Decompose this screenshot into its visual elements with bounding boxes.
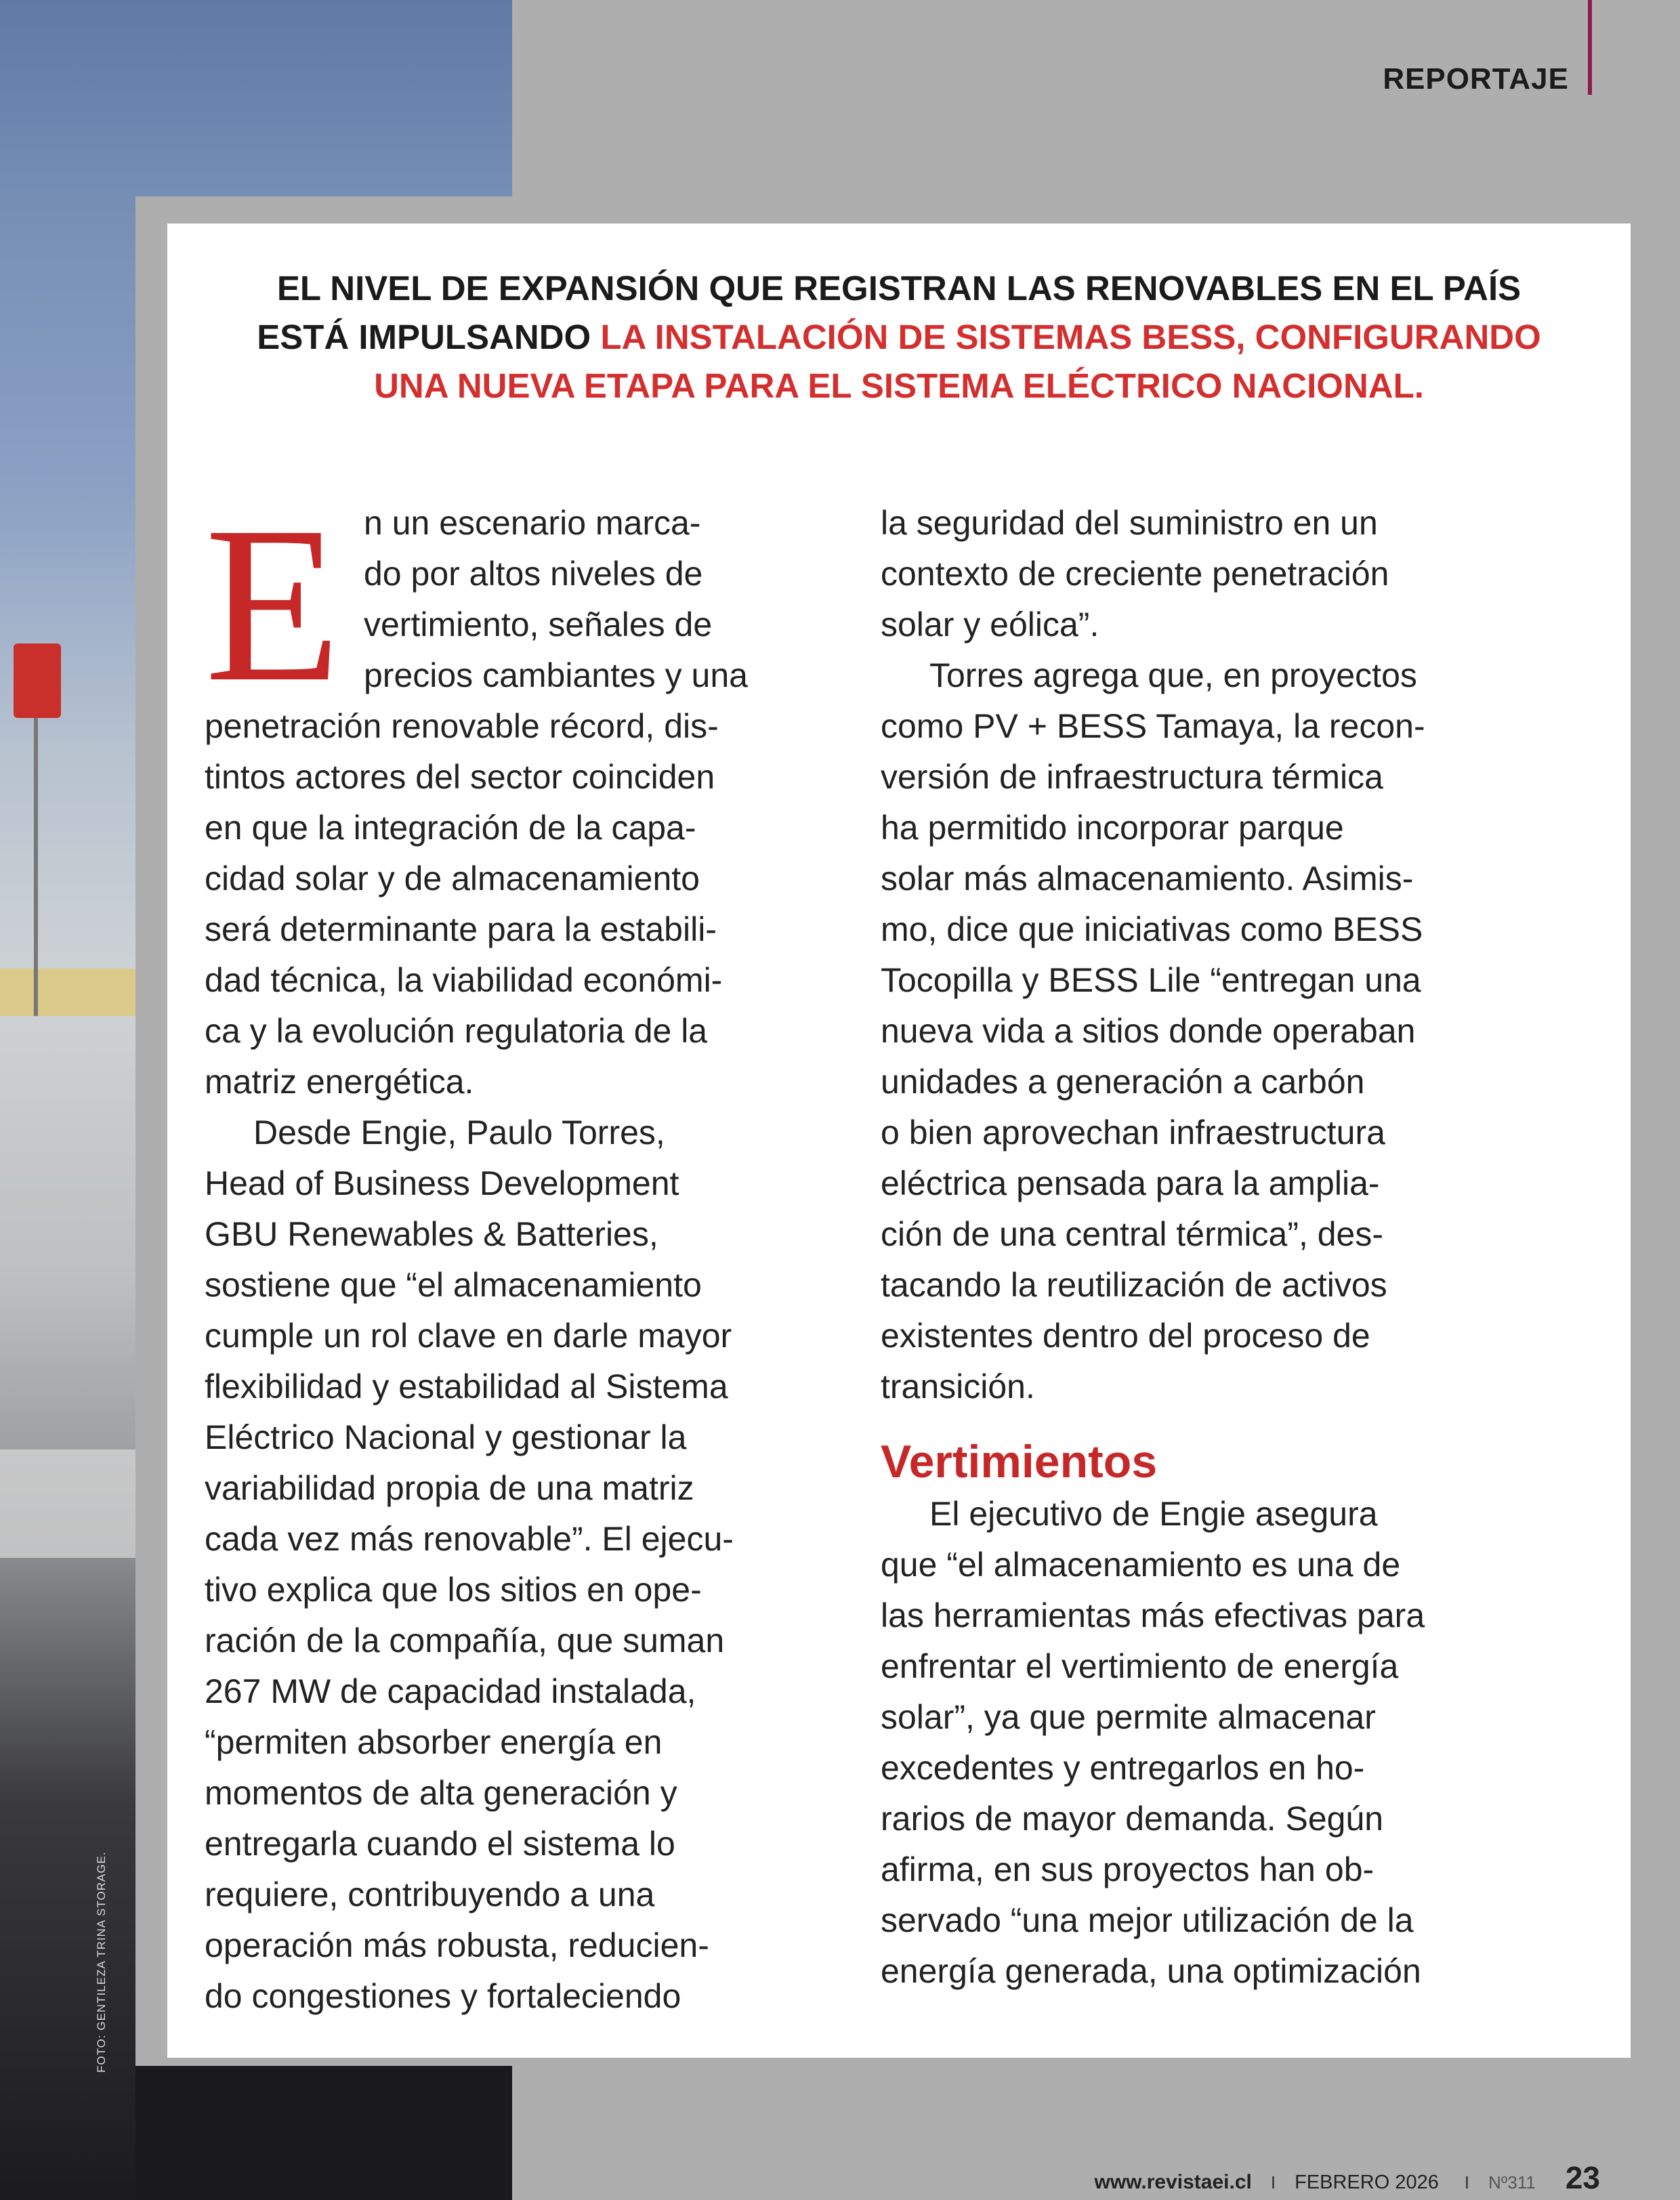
body-line: Eléctrico Nacional y gestionar la bbox=[205, 1418, 687, 1456]
body-line: que “el almacenamiento es una de bbox=[881, 1546, 1401, 1584]
body-column-left bbox=[205, 481, 814, 2022]
body-line: eléctrica pensada para la amplia- bbox=[881, 1164, 1380, 1202]
photo-shadow bbox=[135, 2059, 512, 2200]
body-line: n un escenario marca- bbox=[364, 504, 701, 542]
section-accent-bar bbox=[1588, 0, 1592, 95]
page-number: 23 bbox=[1565, 2160, 1600, 2195]
body-line: Tocopilla y BESS Lile “entregan una bbox=[881, 961, 1421, 999]
website-link[interactable]: www.revistaei.cl bbox=[1094, 2171, 1252, 2193]
body-line: do congestiones y fortaleciendo bbox=[205, 1977, 681, 2015]
body-line: solar y eólica”. bbox=[881, 606, 1099, 643]
body-line: servado “una mejor utilización de la bbox=[881, 1901, 1414, 1939]
body-line: las herramientas más efectivas para bbox=[881, 1596, 1425, 1634]
issue-number: Nº311 bbox=[1488, 2172, 1536, 2193]
headline-line-1: EL NIVEL DE EXPANSIÓN QUE REGISTRAN LAS RENOVABLES EN EL PAÍS bbox=[276, 269, 1521, 308]
section-label: REPORTAJE bbox=[1383, 62, 1569, 96]
body-line: tintos actores del sector coinciden bbox=[205, 758, 715, 796]
issue-date: FEBRERO 2026 bbox=[1295, 2172, 1439, 2193]
crane-hook bbox=[14, 643, 61, 718]
body-line: versión de infraestructura térmica bbox=[881, 758, 1383, 796]
body-line: tacando la reutilización de activos bbox=[881, 1266, 1387, 1304]
body-line: ción de una central térmica”, des- bbox=[881, 1215, 1384, 1253]
footer-separator: I bbox=[1464, 2172, 1470, 2193]
body-line: transición. bbox=[881, 1368, 1035, 1405]
body-line: precios cambiantes y una bbox=[364, 656, 748, 694]
body-line: energía generada, una optimización bbox=[881, 1952, 1421, 1990]
body-line: penetración renovable récord, dis- bbox=[205, 707, 719, 745]
body-line: excedentes y entregarlos en ho- bbox=[881, 1749, 1365, 1787]
body-line: nueva vida a sitios donde operaban bbox=[881, 1012, 1416, 1050]
body-line: como PV + BESS Tamaya, la recon- bbox=[881, 707, 1425, 745]
body-line: solar más almacenamiento. Asimis- bbox=[881, 860, 1414, 897]
body-line: “permiten absorber energía en bbox=[205, 1723, 663, 1761]
body-line: momentos de alta generación y bbox=[205, 1774, 677, 1812]
crane-cable bbox=[34, 718, 38, 1016]
body-line: será determinante para la estabili- bbox=[205, 910, 717, 948]
body-line: vertimiento, señales de bbox=[364, 606, 713, 643]
body-line: matriz energética. bbox=[205, 1063, 474, 1101]
body-line: ca y la evolución regulatoria de la bbox=[205, 1012, 708, 1050]
page-footer bbox=[1095, 2159, 1600, 2200]
body-line: Torres agrega que, en proyectos bbox=[929, 656, 1417, 694]
body-line: dad técnica, la viabilidad económi- bbox=[205, 961, 723, 999]
body-line: 267 MW de capacidad instalada, bbox=[205, 1672, 696, 1710]
body-line: enfrentar el vertimiento de energía bbox=[881, 1647, 1399, 1685]
body-line: tivo explica que los sitios en ope- bbox=[205, 1571, 702, 1609]
body-line: sostiene que “el almacenamiento bbox=[205, 1266, 702, 1304]
body-line: existentes dentro del proceso de bbox=[881, 1317, 1370, 1355]
body-line: unidades a generación a carbón bbox=[881, 1063, 1365, 1101]
photo-credit: FOTO: GENTILEZA TRINA STORAGE. bbox=[95, 1851, 108, 2073]
body-line: cidad solar y de almacenamiento bbox=[205, 860, 700, 897]
body-line: entregarla cuando el sistema lo bbox=[205, 1825, 675, 1863]
subheading: Vertimientos bbox=[881, 1436, 1158, 1487]
body-line: requiere, contribuyendo a una bbox=[205, 1876, 655, 1913]
body-line: ración de la compañía, que suman bbox=[205, 1622, 725, 1659]
body-line: flexibilidad y estabilidad al Sistema bbox=[205, 1368, 728, 1405]
body-line: cada vez más renovable”. El ejecu- bbox=[205, 1520, 734, 1558]
body-line: Desde Engie, Paulo Torres, bbox=[253, 1114, 665, 1151]
body-line: mo, dice que iniciativas como BESS bbox=[881, 910, 1423, 948]
drop-cap: E bbox=[205, 481, 341, 728]
body-line: solar”, ya que permite almacenar bbox=[881, 1698, 1376, 1736]
body-line: en que la integración de la capa- bbox=[205, 809, 696, 847]
body-line: contexto de creciente penetración bbox=[881, 555, 1389, 593]
body-line: variabilidad propia de una matriz bbox=[205, 1469, 694, 1507]
photo-detail bbox=[0, 1450, 156, 1558]
headline bbox=[167, 264, 1631, 410]
body-line: rarios de mayor demanda. Según bbox=[881, 1800, 1384, 1838]
headline-line-3: UNA NUEVA ETAPA PARA EL SISTEMA ELÉCTRICO NACIONAL. bbox=[374, 366, 1424, 405]
body-column-right bbox=[881, 498, 1511, 1997]
body-line: GBU Renewables & Batteries, bbox=[205, 1215, 658, 1253]
body-line: Head of Business Development bbox=[205, 1164, 679, 1202]
body-line: afirma, en sus proyectos han ob- bbox=[881, 1850, 1374, 1888]
headline-line-2: ESTÁ IMPULSANDO LA INSTALACIÓN DE SISTEMAS BESS, CONFIGURANDO bbox=[257, 318, 1541, 356]
photo-detail bbox=[0, 969, 135, 1016]
body-line: operación más robusta, reducien- bbox=[205, 1926, 709, 1964]
body-line: ha permitido incorporar parque bbox=[881, 809, 1344, 847]
article-card bbox=[167, 224, 1631, 2058]
body-line: do por altos niveles de bbox=[364, 555, 703, 593]
body-line: cumple un rol clave en darle mayor bbox=[205, 1317, 732, 1355]
footer-separator: I bbox=[1270, 2172, 1276, 2193]
body-line: El ejecutivo de Engie asegura bbox=[929, 1495, 1378, 1533]
body-line: la seguridad del suministro en un bbox=[881, 504, 1378, 542]
body-line: o bien aprovechan infraestructura bbox=[881, 1114, 1385, 1151]
